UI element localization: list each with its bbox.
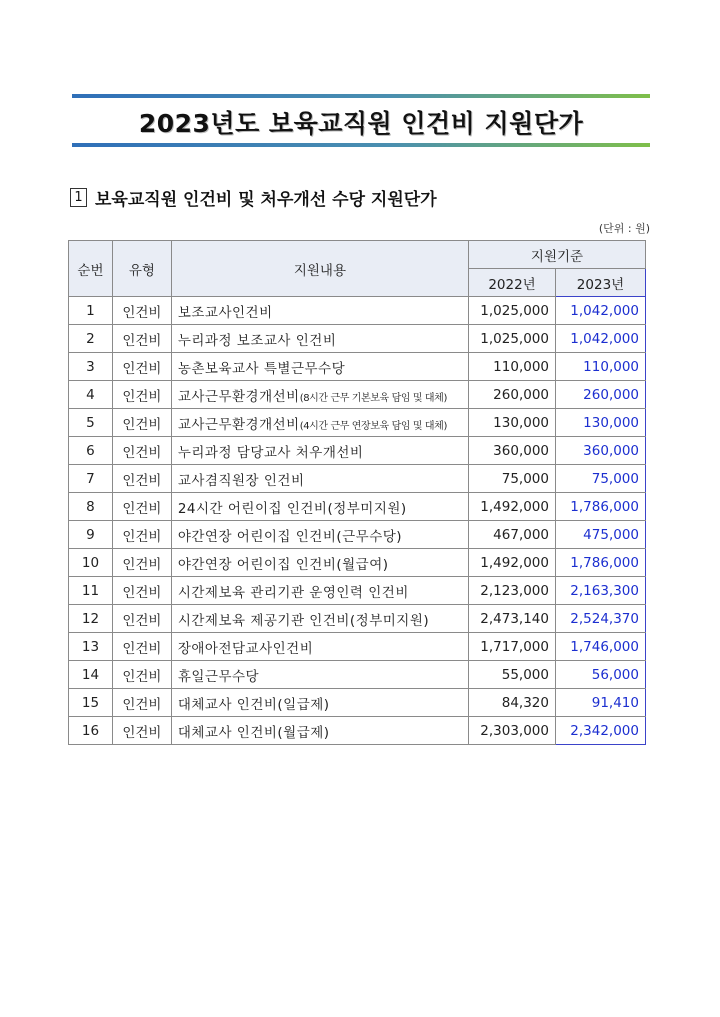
table-row — [69, 549, 646, 577]
row-content-text: 교사근무환경개선비 — [177, 388, 300, 405]
row-value-2023: 360,000 — [556, 437, 646, 465]
title-bar-top — [72, 94, 650, 98]
row-content — [171, 353, 468, 381]
row-content — [171, 605, 468, 633]
row-value-2022: 75,000 — [469, 465, 556, 493]
row-content — [171, 689, 468, 717]
row-content-text: 대체교사 인건비(월급제) — [177, 724, 330, 741]
header-no: 순번 — [69, 241, 113, 297]
table-row — [69, 353, 646, 381]
row-number: 4 — [69, 381, 113, 409]
row-content-text: 시간제보육 제공기관 인건비(정부미지원) — [177, 612, 430, 629]
row-value-2023: 1,746,000 — [556, 633, 646, 661]
row-content-text: 24시간 어린이집 인건비(정부미지원) — [177, 500, 407, 517]
table-row — [69, 325, 646, 353]
section-title: 보육교직원 인건비 및 처우개선 수당 지원단가 — [95, 190, 437, 210]
row-content-text: 장애아전담교사인건비 — [177, 640, 314, 657]
row-value-2022: 1,717,000 — [469, 633, 556, 661]
row-value-2022: 2,303,000 — [469, 717, 556, 745]
row-value-2022: 467,000 — [469, 521, 556, 549]
unit-note: (단위 : 원) — [598, 222, 650, 235]
row-number: 8 — [69, 493, 113, 521]
row-number: 14 — [69, 661, 113, 689]
row-content — [171, 577, 468, 605]
row-value-2023: 1,042,000 — [556, 325, 646, 353]
row-content — [171, 325, 468, 353]
row-value-2022: 55,000 — [469, 661, 556, 689]
row-number: 1 — [69, 297, 113, 325]
row-value-2022: 1,025,000 — [469, 297, 556, 325]
row-value-2022: 360,000 — [469, 437, 556, 465]
row-value-2023: 1,786,000 — [556, 549, 646, 577]
row-content-text: 교사근무환경개선비 — [177, 416, 300, 433]
row-number: 11 — [69, 577, 113, 605]
row-value-2022: 2,473,140 — [469, 605, 556, 633]
header-2023: 2023년 — [556, 269, 646, 297]
header-standard: 지원기준 — [469, 241, 646, 269]
row-content — [171, 297, 468, 325]
title-bar-bottom — [72, 143, 650, 147]
row-type: 인건비 — [112, 633, 171, 661]
table-row — [69, 521, 646, 549]
table-row — [69, 465, 646, 493]
row-content-text: 휴일근무수당 — [177, 668, 260, 685]
row-type: 인건비 — [112, 605, 171, 633]
row-content-text: 시간제보육 관리기관 운영인력 인건비 — [177, 584, 409, 601]
table-row — [69, 437, 646, 465]
row-content — [171, 493, 468, 521]
row-type: 인건비 — [112, 381, 171, 409]
row-content-text: 야간연장 어린이집 인건비(월급여) — [177, 556, 389, 573]
row-value-2023: 2,524,370 — [556, 605, 646, 633]
row-value-2023: 75,000 — [556, 465, 646, 493]
table-row — [69, 605, 646, 633]
row-type: 인건비 — [112, 409, 171, 437]
row-value-2023: 1,042,000 — [556, 297, 646, 325]
row-content — [171, 437, 468, 465]
section-number-box: 1 — [70, 188, 87, 207]
row-content-note: (4시간 근무 연장보육 담임 및 대체) — [299, 420, 447, 432]
row-value-2022: 84,320 — [469, 689, 556, 717]
row-type: 인건비 — [112, 689, 171, 717]
row-value-2023: 130,000 — [556, 409, 646, 437]
row-value-2023: 260,000 — [556, 381, 646, 409]
row-content-text: 농촌보육교사 특별근무수당 — [177, 360, 346, 377]
row-content — [171, 381, 468, 409]
row-value-2023: 2,163,300 — [556, 577, 646, 605]
row-value-2023: 91,410 — [556, 689, 646, 717]
row-content-text: 보조교사인건비 — [177, 304, 273, 321]
table-row — [69, 409, 646, 437]
table-row — [69, 689, 646, 717]
row-number: 15 — [69, 689, 113, 717]
row-number: 3 — [69, 353, 113, 381]
row-content-text: 누리과정 담당교사 처우개선비 — [177, 444, 364, 461]
row-content — [171, 409, 468, 437]
row-value-2023: 475,000 — [556, 521, 646, 549]
row-number: 12 — [69, 605, 113, 633]
header-2022: 2022년 — [469, 269, 556, 297]
row-value-2023: 110,000 — [556, 353, 646, 381]
row-content-text: 야간연장 어린이집 인건비(근무수당) — [177, 528, 403, 545]
row-type: 인건비 — [112, 465, 171, 493]
row-type: 인건비 — [112, 661, 171, 689]
row-number: 13 — [69, 633, 113, 661]
row-number: 9 — [69, 521, 113, 549]
row-content — [171, 549, 468, 577]
row-content — [171, 465, 468, 493]
row-type: 인건비 — [112, 549, 171, 577]
row-type: 인건비 — [112, 493, 171, 521]
table-row — [69, 577, 646, 605]
row-type: 인건비 — [112, 325, 171, 353]
row-content-text: 대체교사 인건비(일급제) — [177, 696, 330, 713]
row-content — [171, 717, 468, 745]
row-type: 인건비 — [112, 297, 171, 325]
table-row — [69, 633, 646, 661]
row-content — [171, 661, 468, 689]
header-type: 유형 — [112, 241, 171, 297]
row-content — [171, 521, 468, 549]
table-row — [69, 297, 646, 325]
row-content-text: 누리과정 보조교사 인건비 — [177, 332, 337, 349]
row-number: 6 — [69, 437, 113, 465]
table-row — [69, 493, 646, 521]
row-value-2022: 1,025,000 — [469, 325, 556, 353]
header-content: 지원내용 — [171, 241, 468, 297]
row-number: 7 — [69, 465, 113, 493]
row-value-2022: 1,492,000 — [469, 549, 556, 577]
row-number: 2 — [69, 325, 113, 353]
row-type: 인건비 — [112, 437, 171, 465]
row-value-2023: 56,000 — [556, 661, 646, 689]
row-type: 인건비 — [112, 577, 171, 605]
row-value-2022: 2,123,000 — [469, 577, 556, 605]
table-row — [69, 661, 646, 689]
row-type: 인건비 — [112, 717, 171, 745]
section-heading — [70, 185, 437, 210]
support-rate-table — [68, 240, 646, 745]
row-value-2023: 2,342,000 — [556, 717, 646, 745]
row-content-text: 교사겸직원장 인건비 — [177, 472, 305, 489]
page-title: 2023년도 보육교직원 인건비 지원단가 — [138, 109, 584, 138]
row-content — [171, 633, 468, 661]
row-number: 16 — [69, 717, 113, 745]
table-row — [69, 717, 646, 745]
row-value-2023: 1,786,000 — [556, 493, 646, 521]
row-type: 인건비 — [112, 521, 171, 549]
row-number: 5 — [69, 409, 113, 437]
row-value-2022: 110,000 — [469, 353, 556, 381]
row-value-2022: 1,492,000 — [469, 493, 556, 521]
row-type: 인건비 — [112, 353, 171, 381]
row-value-2022: 130,000 — [469, 409, 556, 437]
row-value-2022: 260,000 — [469, 381, 556, 409]
row-number: 10 — [69, 549, 113, 577]
table-row — [69, 381, 646, 409]
row-content-note: (8시간 근무 기본보육 담임 및 대체) — [299, 392, 447, 404]
